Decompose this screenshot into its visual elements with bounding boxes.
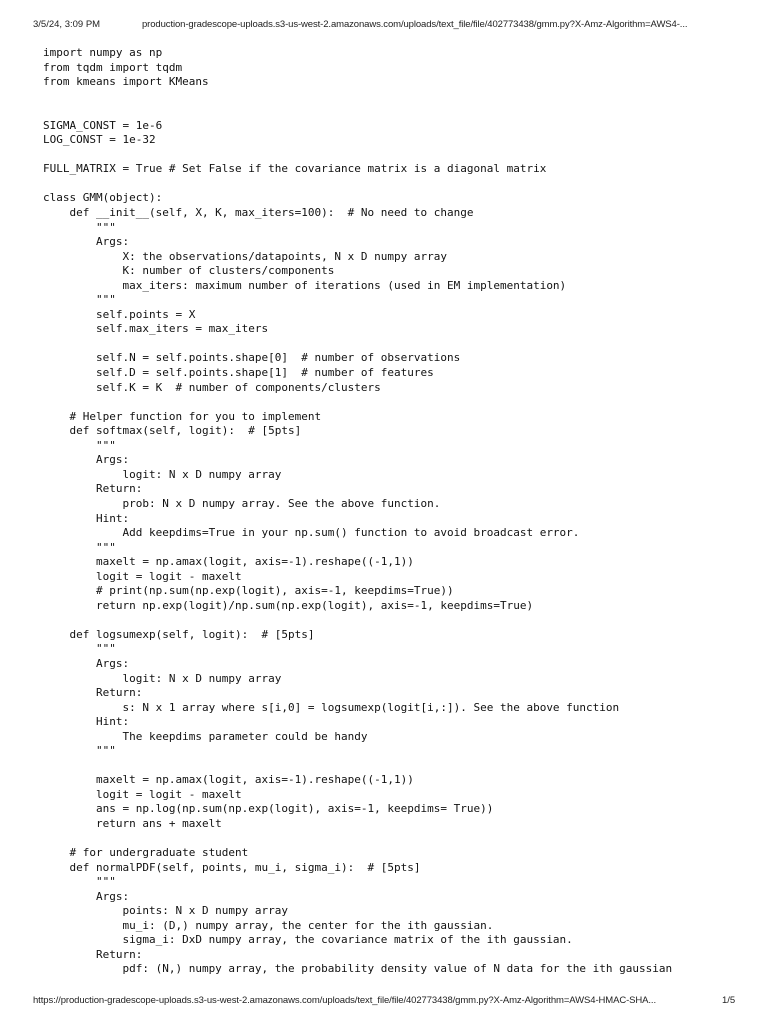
code-line: Args: xyxy=(43,889,130,903)
code-line: maxelt = np.amax(logit, axis=-1).reshape((-1,1)) xyxy=(43,773,414,787)
code-line: logit: N x D numpy array xyxy=(43,467,282,481)
code-line: mu_i: (D,) numpy array, the center for the ith gaussian. xyxy=(43,918,494,932)
code-line: Args: xyxy=(43,453,130,467)
code-line: self.points = X xyxy=(43,307,196,321)
code-line xyxy=(43,832,743,847)
code-line: """ xyxy=(43,642,116,656)
code-line: return ans + maxelt xyxy=(43,816,222,830)
print-footer xyxy=(0,992,768,1024)
code-line: s: N x 1 array where s[i,0] = logsumexp(logit[i,:]). See the above function xyxy=(43,700,620,714)
code-line: def softmax(self, logit): # [5pts] xyxy=(43,424,302,438)
code-line: return np.exp(logit)/np.sum(np.exp(logit), axis=-1, keepdims=True) xyxy=(43,598,534,612)
print-header-url: production-gradescope-uploads.s3-us-west-2.amazonaws.com/uploads/text_file/file/402773438/gmm.py?X-Amz-Algorithm=AWS4-... xyxy=(142,19,688,30)
code-line: X: the observations/datapoints, N x D numpy array xyxy=(43,249,447,263)
code-line: ans = np.log(np.sum(np.exp(logit), axis=-1, keepdims= True)) xyxy=(43,802,494,816)
code-line: from tqdm import tqdm xyxy=(43,60,183,74)
code-line: Args: xyxy=(43,656,130,670)
code-line: import numpy as np xyxy=(43,46,163,59)
code-line xyxy=(43,148,743,163)
code-line: """ xyxy=(43,744,116,758)
code-line: Return: xyxy=(43,947,143,961)
print-datetime: 3/5/24, 3:09 PM xyxy=(33,19,101,30)
code-line: Return: xyxy=(43,482,143,496)
code-line: prob: N x D numpy array. See the above function. xyxy=(43,496,441,510)
code-line: # Helper function for you to implement xyxy=(43,409,322,423)
code-line: self.N = self.points.shape[0] # number of observations xyxy=(43,351,461,365)
code-line: """ xyxy=(43,438,116,452)
code-line xyxy=(43,337,743,352)
code-line: maxelt = np.amax(logit, axis=-1).reshape((-1,1)) xyxy=(43,555,414,569)
code-line: # print(np.sum(np.exp(logit), axis=-1, keepdims=True)) xyxy=(43,584,454,598)
code-listing xyxy=(43,46,743,977)
code-line: logit = logit - maxelt xyxy=(43,569,242,583)
code-line: """ xyxy=(43,293,116,307)
code-line: sigma_i: DxD numpy array, the covariance matrix of the ith gaussian. xyxy=(43,933,573,947)
code-line: def logsumexp(self, logit): # [5pts] xyxy=(43,627,315,641)
code-line: """ xyxy=(43,220,116,234)
code-line: # for undergraduate student xyxy=(43,846,249,860)
code-line: pdf: (N,) numpy array, the probability density value of N data for the ith gaussian xyxy=(43,962,673,976)
code-line: self.K = K # number of components/clusters xyxy=(43,380,381,394)
code-line: Return: xyxy=(43,686,143,700)
code-line: def __init__(self, X, K, max_iters=100): # No need to change xyxy=(43,206,474,220)
code-line: points: N x D numpy array xyxy=(43,904,289,918)
code-line xyxy=(43,613,743,628)
code-line xyxy=(43,177,743,192)
print-header xyxy=(0,0,768,40)
code-line: """ xyxy=(43,875,116,889)
code-line: self.D = self.points.shape[1] # number of features xyxy=(43,366,434,380)
code-line: Hint: xyxy=(43,715,130,729)
code-line: class GMM(object): xyxy=(43,191,163,205)
print-footer-url: https://production-gradescope-uploads.s3-us-west-2.amazonaws.com/uploads/text_file/file/402773438/gmm.py?X-Amz-Algorithm=AWS4-HMAC-SHA... xyxy=(33,995,656,1006)
code-line: self.max_iters = max_iters xyxy=(43,322,269,336)
code-line: logit = logit - maxelt xyxy=(43,787,242,801)
code-line: SIGMA_CONST = 1e-6 xyxy=(43,118,163,132)
page-number: 1/5 xyxy=(722,995,736,1006)
code-line: from kmeans import KMeans xyxy=(43,75,209,89)
code-line: Hint: xyxy=(43,511,130,525)
code-line xyxy=(43,90,743,105)
code-line: K: number of clusters/components xyxy=(43,264,335,278)
code-line: max_iters: maximum number of iterations (used in EM implementation) xyxy=(43,278,567,292)
code-line: Add keepdims=True in your np.sum() function to avoid broadcast error. xyxy=(43,526,580,540)
code-line: """ xyxy=(43,540,116,554)
code-line: logit: N x D numpy array xyxy=(43,671,282,685)
code-line: The keepdims parameter could be handy xyxy=(43,729,368,743)
code-line xyxy=(43,759,743,774)
code-line: Args: xyxy=(43,235,130,249)
code-line: FULL_MATRIX = True # Set False if the covariance matrix is a diagonal matrix xyxy=(43,162,547,176)
code-line: def normalPDF(self, points, mu_i, sigma_i): # [5pts] xyxy=(43,860,421,874)
code-line xyxy=(43,395,743,410)
code-line: LOG_CONST = 1e-32 xyxy=(43,133,156,147)
code-line xyxy=(43,104,743,119)
